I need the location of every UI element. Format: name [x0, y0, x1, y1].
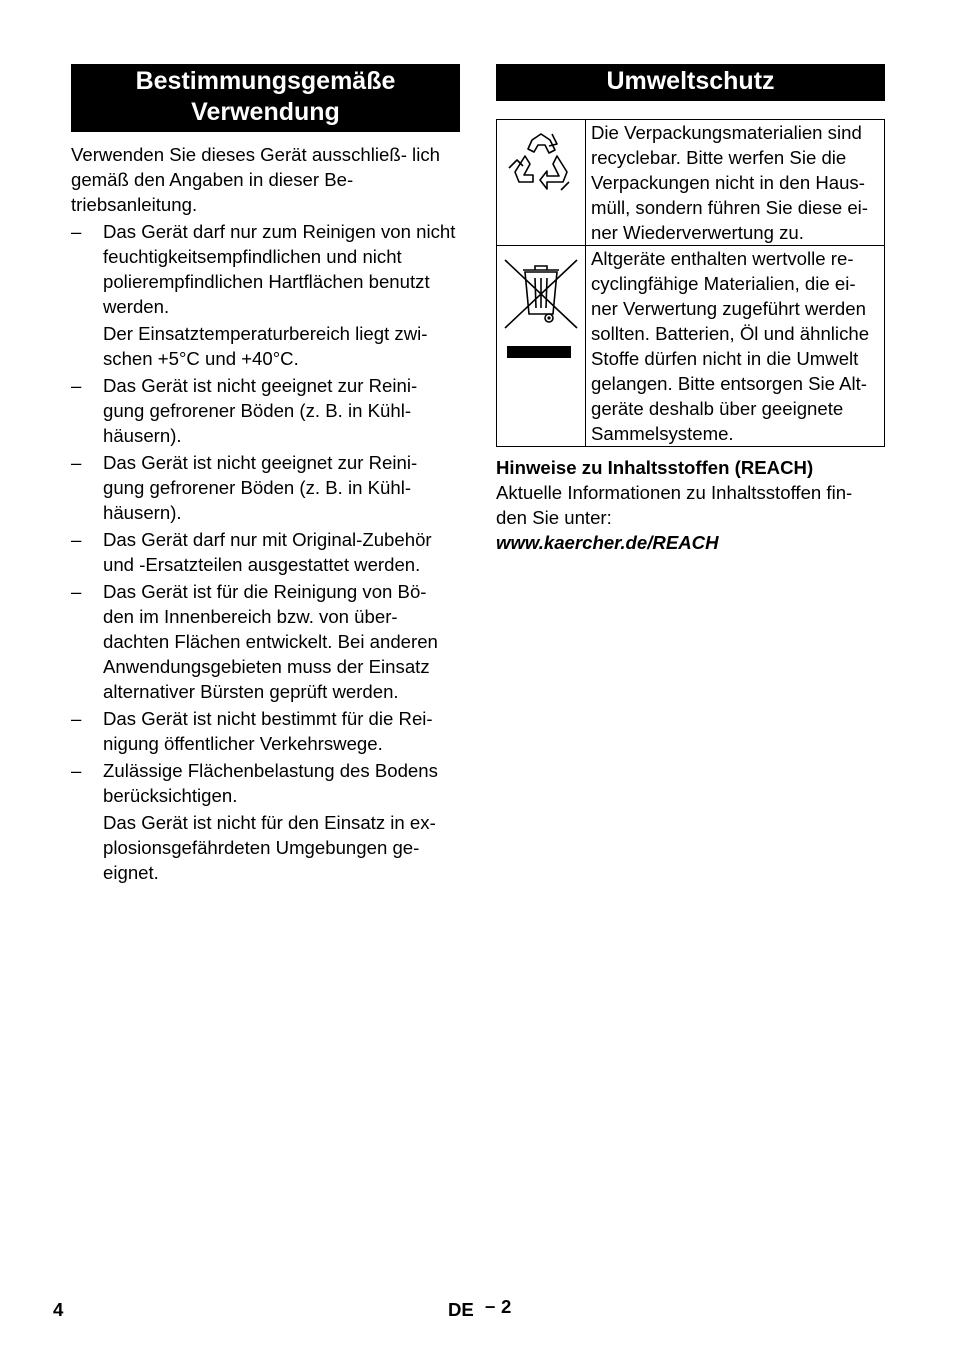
- intended-use-list: [71, 219, 460, 885]
- section-page-number: 2: [501, 1296, 512, 1317]
- intended-use-column: [71, 64, 460, 885]
- bullet-dash: –: [71, 708, 82, 729]
- intended-use-heading-line1: Bestimmungsgemäße: [135, 67, 396, 95]
- list-item-text: Das Gerät ist für die Reinigung von Bö- den im Innenbereich bzw. von über- dachten Flächen entwickelt. Bei anderen Anwendungsgebieten muss der Einsatz alternativer Bürsten geprüft werden.: [103, 581, 438, 702]
- icon-cell: [497, 120, 586, 246]
- language-code: DE: [448, 1299, 474, 1320]
- list-item-text: Das Gerät ist nicht bestimmt für die Rei- nigung öffentlicher Verkehrswege.: [103, 708, 433, 754]
- list-item-note: Der Einsatztemperaturbereich liegt zwi- schen +5°C und +40°C.: [103, 323, 428, 369]
- bullet-dash: –: [71, 581, 82, 602]
- bullet-dash: –: [71, 760, 82, 781]
- list-item: [71, 527, 460, 577]
- reach-text: Aktuelle Informationen zu Inhaltsstoffen fin- den Sie unter:: [496, 482, 853, 528]
- list-item-note: Das Gerät ist nicht für den Einsatz in ex- plosionsgefährdeten Umgebungen ge- eignet.: [103, 812, 436, 883]
- environment-table: [496, 119, 885, 447]
- list-item-text: Das Gerät ist nicht geeignet zur Reini- gung gefrorener Böden (z. B. in Kühl- häusern).: [103, 452, 418, 523]
- list-item: [71, 450, 460, 525]
- intended-use-heading-line2: Verwendung: [191, 98, 340, 126]
- list-item-text: Zulässige Flächenbelastung des Bodens berücksichtigen.: [103, 760, 438, 806]
- table-row: [497, 246, 885, 447]
- list-item: [71, 219, 460, 371]
- icon-cell: [497, 246, 586, 447]
- crossed-out-wheelie-bin-icon: [497, 246, 585, 371]
- list-item: [71, 758, 460, 885]
- reach-link[interactable]: www.kaercher.de/REACH: [496, 532, 719, 553]
- reach-title: Hinweise zu Inhaltsstoffen (REACH): [496, 457, 814, 478]
- environment-heading: Umweltschutz: [496, 64, 885, 101]
- list-item-text: Das Gerät darf nur zum Reinigen von nicht feuchtigkeitsempfindlichen und nicht polierempfindlichen Hartflächen benutzt werden.: [103, 221, 456, 317]
- list-item: [71, 579, 460, 704]
- list-item-text: Das Gerät darf nur mit Original-Zubehör und -Ersatzteilen ausgestattet werden.: [103, 529, 432, 575]
- bullet-dash: –: [71, 529, 82, 550]
- bullet-dash: –: [71, 452, 82, 473]
- recycling-icon: [497, 120, 585, 215]
- list-item: [71, 706, 460, 756]
- intended-use-intro: Verwenden Sie dieses Gerät ausschließ- lich gemäß den Angaben in dieser Be- triebsanleitung.: [71, 144, 440, 215]
- disposal-text: Altgeräte enthalten wertvolle re- cyclingfähige Materialien, die ei- ner Verwertung zugeführt werden sollten. Batterien, Öl und ähnliche Stoffe dürfen nicht in die Umwelt gelangen. Bitte entsorgen Sie Alt- geräte deshalb über geeignete Sammelsysteme.: [586, 246, 885, 447]
- environment-column: [496, 64, 885, 555]
- list-item: [71, 373, 460, 448]
- recycling-text: Die Verpackungsmaterialien sind recyclebar. Bitte werfen Sie die Verpackungen nicht in den Haus- müll, sondern führen Sie diese ei- ner Wiederverwertung zu.: [586, 120, 885, 246]
- list-item-text: Das Gerät ist nicht geeignet zur Reini- gung gefrorener Böden (z. B. in Kühl- häusern).: [103, 375, 418, 446]
- footer-dash: –: [485, 1295, 496, 1316]
- bullet-dash: –: [71, 375, 82, 396]
- intended-use-heading: [71, 64, 460, 132]
- table-row: [497, 120, 885, 246]
- bullet-dash: –: [71, 221, 82, 242]
- page-number: 4: [53, 1299, 64, 1320]
